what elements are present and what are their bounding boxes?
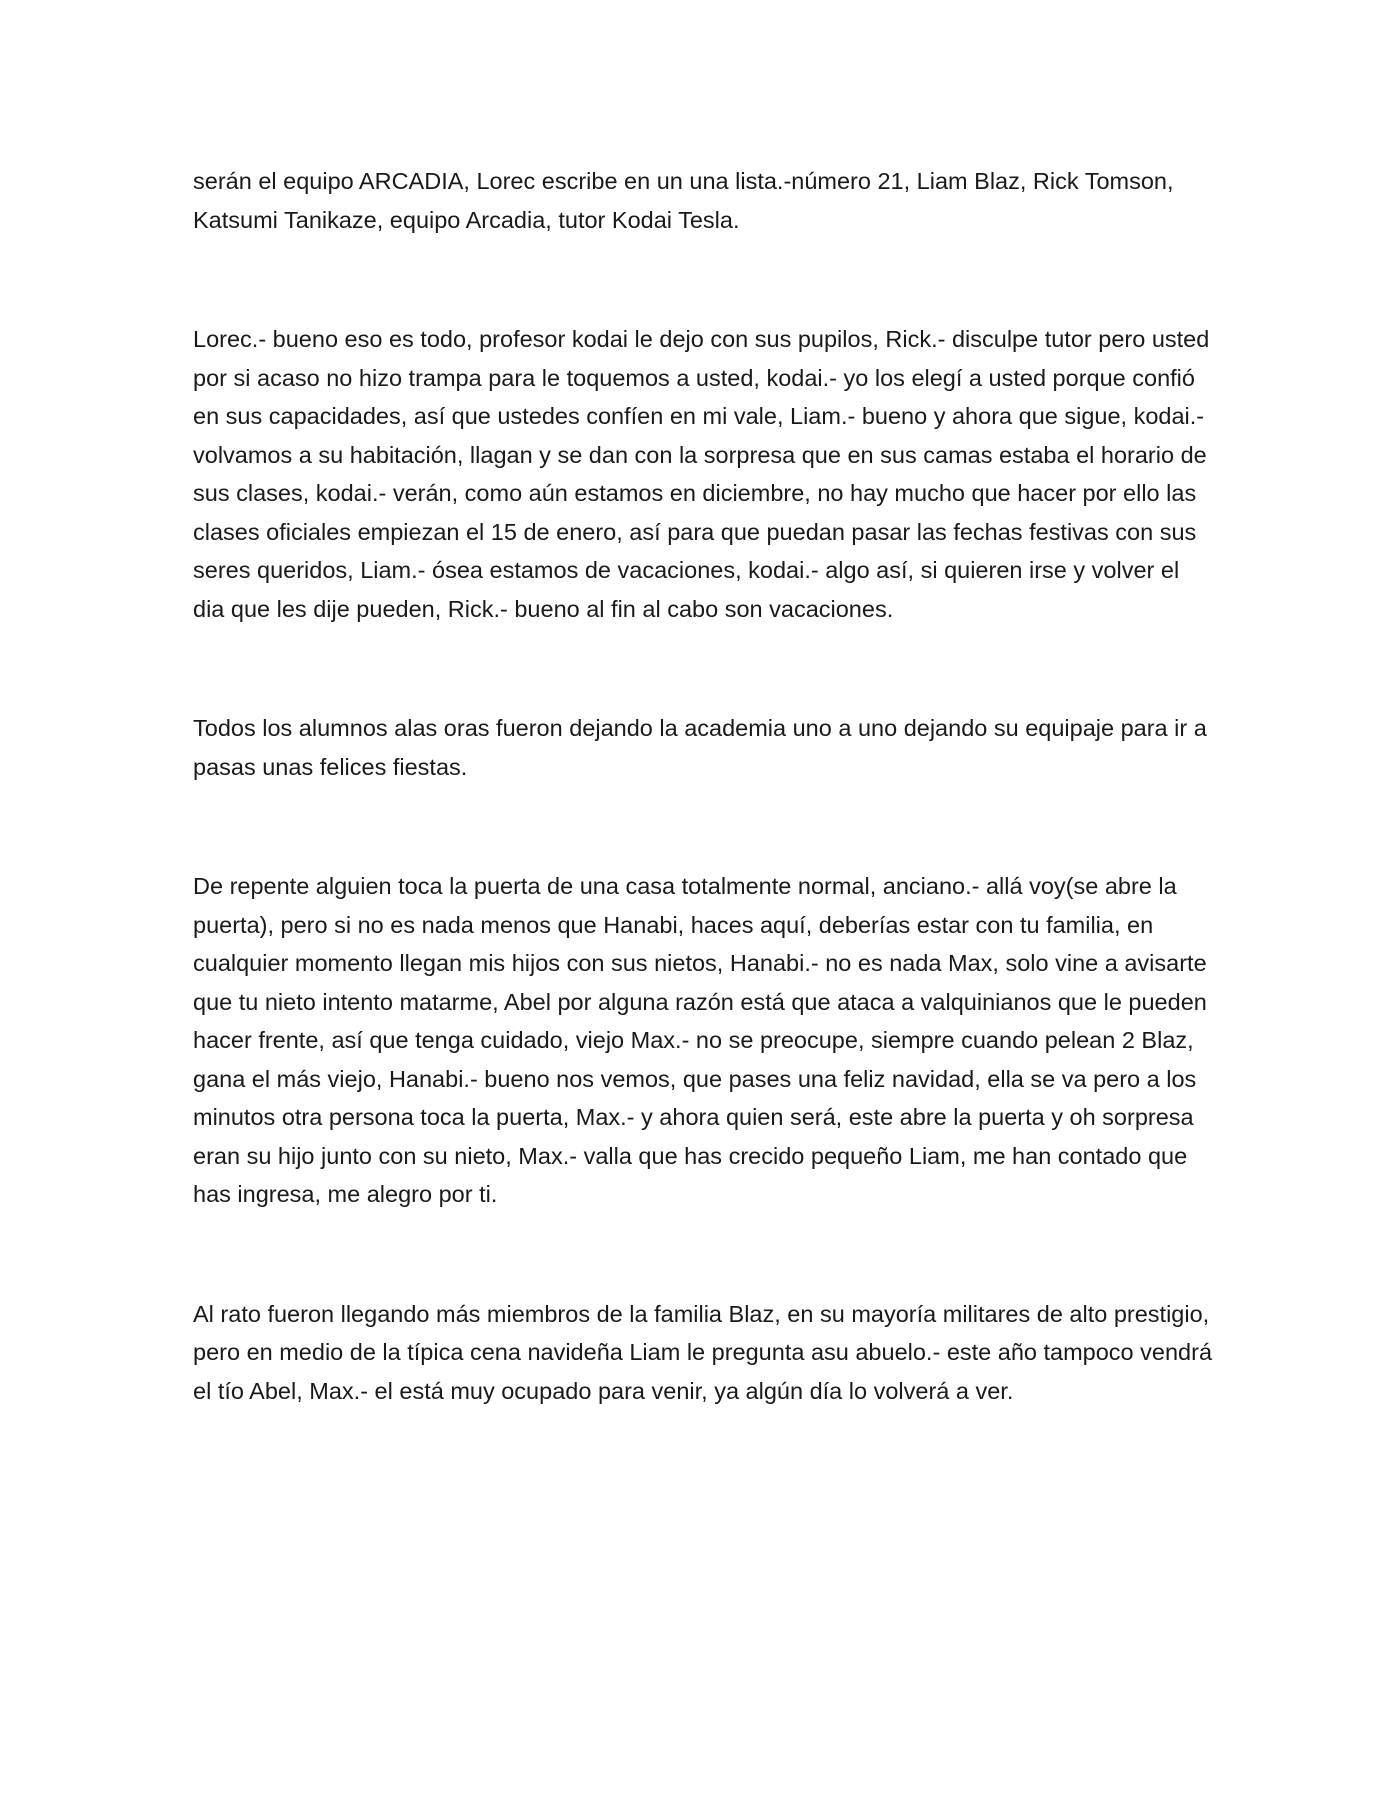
document-body xyxy=(193,162,1213,1410)
paragraph-team-arcadia: serán el equipo ARCADIA, Lorec escribe en un una lista.-número 21, Liam Blaz, Rick Tomson, Katsumi Tanikaze, equipo Arcadia, tutor Kodai Tesla. xyxy=(193,168,1174,233)
paragraph-hanabi-visit: De repente alguien toca la puerta de una casa totalmente normal, anciano.- allá voy(se abre la puerta), pero si no es nada menos que Hanabi, haces aquí, deberías estar con tu familia, en cualquier momento llegan mis hijos con sus nietos, Hanabi.- no es nada Max, solo vine a avisarte que tu nieto intento matarme, Abel por alguna razón está que ataca a valquinianos que le pueden hacer frente, así que tenga cuidado, viejo Max.- no se preocupe, siempre cuando pelean 2 Blaz, gana el más viejo, Hanabi.- bueno nos vemos, que pases una feliz navidad, ella se va pero a los minutos otra persona toca la puerta, Max.- y ahora quien será, este abre la puerta y oh sorpresa eran su hijo junto con su nieto, Max.- valla que has crecido pequeño Liam, me han contado que has ingresa, me alegro por ti. xyxy=(193,873,1207,1207)
paragraph-christmas-dinner: Al rato fueron llegando más miembros de la familia Blaz, en su mayoría militares de alto prestigio, pero en medio de la típica cena navideña Liam le pregunta asu abuelo.- este año tampoco vendrá el tío Abel, Max.- el está muy ocupado para venir, ya algún día lo volverá a ver. xyxy=(193,1300,1213,1404)
paragraph-tutor-kodai: Lorec.- bueno eso es todo, profesor kodai le dejo con sus pupilos, Rick.- disculpe tutor pero usted por si acaso no hizo trampa para le toquemos a usted, kodai.- yo los elegí a usted porque confió en sus capacidades, así que ustedes confíen en mi vale, Liam.- bueno y ahora que sigue, kodai.- volvamos a su habitación, llagan y se dan con la sorpresa que en sus camas estaba el horario de sus clases, kodai.- verán, como aún estamos en diciembre, no hay mucho que hacer por ello las clases oficiales empiezan el 15 de enero, así para que puedan pasar las fechas festivas con sus seres queridos, Liam.- ósea estamos de vacaciones, kodai.- algo así, si quieren irse y volver el dia que les dije pueden, Rick.- bueno al fin al cabo son vacaciones. xyxy=(193,326,1210,622)
paragraph-students-leave: Todos los alumnos alas oras fueron dejando la academia uno a uno dejando su equipaje para ir a pasas unas felices fiestas. xyxy=(193,715,1207,780)
